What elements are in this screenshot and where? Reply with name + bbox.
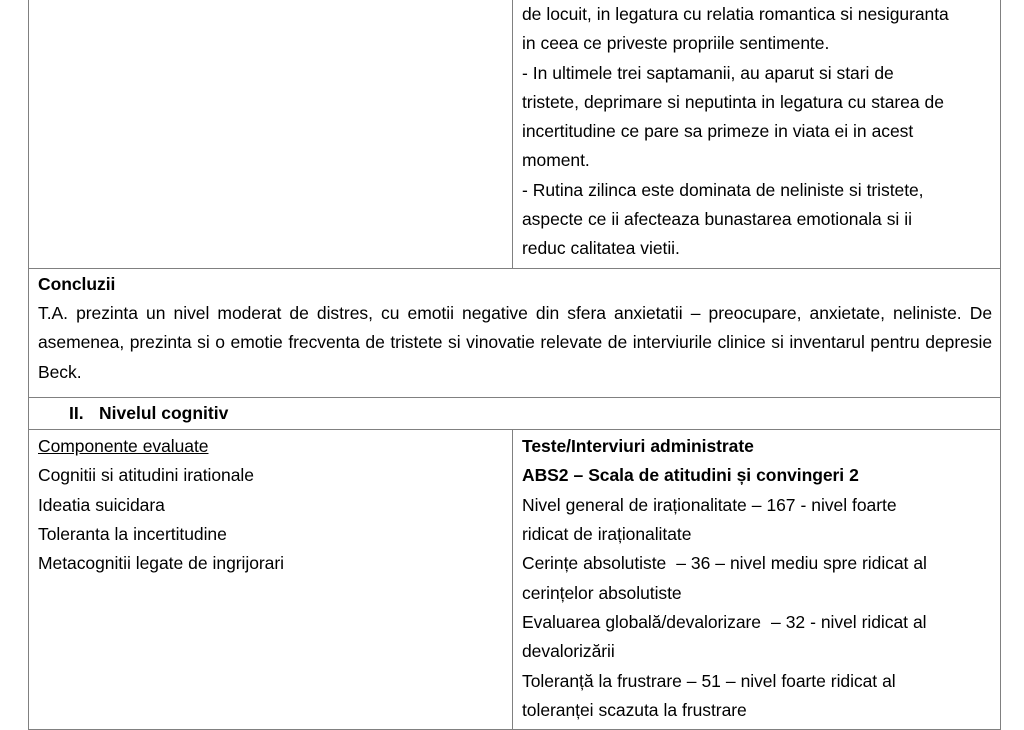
concluzii-cell-content: [29, 269, 1000, 397]
test-name-abs2: ABS2 – Scala de atitudini și convingeri 2: [522, 465, 859, 486]
componenta-item-2: Ideatia suicidara: [38, 494, 165, 515]
test-result-line-1: Nivel general de iraționalitate – 167 - nivel foarte: [522, 494, 897, 515]
continued-right-cell: [513, 0, 1001, 268]
componente-evaluate-block: [29, 430, 512, 582]
concluzii-cell: [29, 268, 1001, 397]
table-row-cognitive: [29, 430, 1001, 730]
continued-left-cell-content: [29, 0, 512, 5]
cognitive-left-cell: [29, 430, 513, 730]
componenta-item-4: Metacognitii legate de ingrijorari: [38, 553, 284, 574]
concluzii-heading: Concluzii: [38, 273, 116, 294]
test-result-line-3: Cerințe absolutiste – 36 – nivel mediu spre ridicat al: [522, 553, 927, 574]
table-row-section-header: [29, 397, 1001, 429]
test-result-line-6: devalorizării: [522, 641, 615, 662]
section-header-content: [29, 398, 1000, 429]
continued-line-1: de locuit, in legatura cu relatia romantica si nesiguranta: [522, 4, 949, 24]
test-result-line-8: toleranței scazuta la frustrare: [522, 699, 747, 720]
section-title: Nivelul cognitiv: [99, 402, 229, 423]
report-table: [28, 0, 1001, 730]
teste-administrate-heading: Teste/Interviuri administrate: [522, 436, 754, 457]
test-result-line-2: ridicat de iraționalitate: [522, 524, 692, 545]
continued-left-cell: [29, 0, 513, 268]
componente-evaluate-heading: Componente evaluate: [38, 436, 209, 457]
section-header-cell: [29, 397, 1001, 429]
continued-line-4: tristete, deprimare si neputinta in legatura cu starea de: [522, 91, 944, 112]
cognitive-right-cell: [513, 430, 1001, 730]
continued-line-6: moment.: [522, 150, 590, 171]
componenta-item-1: Cognitii si atitudini irationale: [38, 465, 254, 486]
continued-line-3: - In ultimele trei saptamanii, au aparut si stari de: [522, 62, 894, 83]
continued-line-7: - Rutina zilinca este dominata de neliniste si tristete,: [522, 179, 924, 200]
continued-line-2: in ceea ce priveste propriile sentimente.: [522, 33, 830, 54]
table-row-concluzii: [29, 268, 1001, 397]
continued-line-9: reduc calitatea vietii.: [522, 238, 680, 259]
teste-administrate-block: [513, 430, 1000, 729]
test-result-line-4: cerințelor absolutiste: [522, 582, 682, 603]
continued-line-5: incertitudine ce pare sa primeze in viata ei in acest: [522, 121, 914, 142]
continued-right-cell-content: [513, 0, 1000, 268]
componenta-item-3: Toleranta la incertitudine: [38, 524, 227, 545]
concluzii-body: T.A. prezinta un nivel moderat de distres, cu emotii negative din sfera anxietatii – preocupare, anxietate, neliniste. De asemenea, prezinta si o emotie frecventa de tristete si vinovatie relevate de interviurile clinice si inventarul pentru depresie Beck.: [38, 302, 992, 382]
test-result-line-5: Evaluarea globală/devalorizare – 32 - nivel ridicat al: [522, 611, 927, 632]
test-result-line-7: Toleranță la frustrare – 51 – nivel foarte ridicat al: [522, 670, 896, 691]
section-number: II.: [69, 402, 84, 423]
continued-line-8: aspecte ce ii afecteaza bunastarea emotionala si ii: [522, 209, 912, 230]
table-row-continued: [29, 0, 1001, 268]
